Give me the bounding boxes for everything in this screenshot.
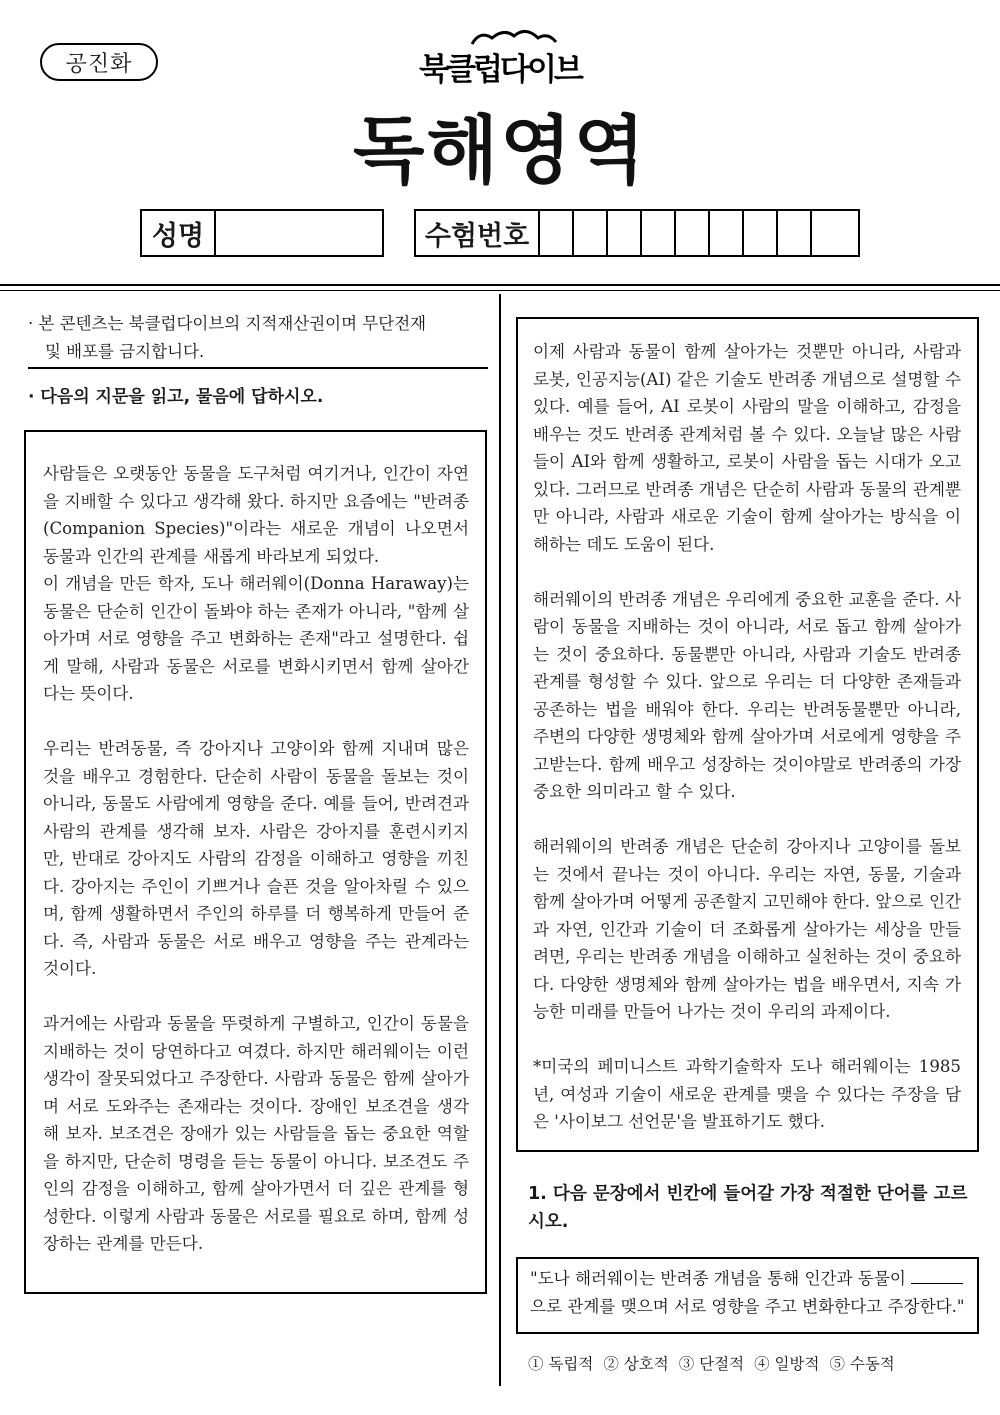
exam-number-cell[interactable] <box>812 211 846 255</box>
exam-number-cell[interactable] <box>642 211 676 255</box>
copyright-line-1: · 본 콘텐츠는 북클럽다이브의 지적재산권이며 무단전재 <box>28 314 427 333</box>
exam-number-cell[interactable] <box>744 211 778 255</box>
exam-number-cell[interactable] <box>676 211 710 255</box>
passage-right-box <box>516 317 979 1152</box>
passage-paragraph: 해러웨이의 반려종 개념은 우리에게 중요한 교훈을 준다. 사람이 동물을 지배하는 것이 아니라, 서로 돕고 함께 살아가는 것이 중요하다. 동물뿐만 아니라, 사람과 기술도 반려종 관계를 형성할 수 있다. 앞으로 우리는 더 다양한 존재들과 공존하는 법을 배워야 한다. 우리는 반려동물뿐만 아니라, 주변의 다양한 생명체와 함께 살아가며 서로에게 영향을 주고받는다. 함께 배우고 성장하는 것이야말로 반려종의 가장 중요한 의미라고 할 수 있다. <box>533 589 961 801</box>
instruction-text: · 다음의 지문을 읽고, 물음에 답하시오. <box>28 387 324 407</box>
header-divider-thin <box>0 290 1000 291</box>
choice-5[interactable]: ⑤ 수동적 <box>829 1355 895 1373</box>
choice-4[interactable]: ④ 일방적 <box>754 1355 820 1373</box>
choice-3[interactable]: ③ 단절적 <box>678 1355 745 1373</box>
exam-number-cell[interactable] <box>710 211 744 255</box>
passage-paragraph: 해러웨이의 반려종 개념은 단순히 강아지나 고양이를 돌보는 것에서 끝나는 것이 아니다. 우리는 자연, 동물, 기술과 함께 살아가며 어떻게 공존할지 고민해야 한다. 앞으로 인간과 자연, 인간과 기술이 더 조화롭게 살아가는 세상을 만들려면, 우리는 반려종 개념을 이해하고 실천하는 것이 중요하다. 다양한 생명체와 함께 살아가는 법을 배우면서, 지속 가능한 미래를 만들어 나가는 것이 우리의 과제이다. <box>533 837 961 1021</box>
exam-number-cell[interactable] <box>778 211 812 255</box>
passage-left-box <box>24 430 487 1294</box>
sentence-before-blank: "도나 해러웨이는 반려종 개념을 통해 인간과 동물이 <box>530 1269 912 1288</box>
name-field[interactable] <box>140 209 384 257</box>
question-sentence-box <box>516 1257 979 1334</box>
passage-paragraph: 이 개념을 만든 학자, 도나 해러웨이(Donna Haraway)는 동물은 단순히 인간이 돌봐야 하는 존재가 아니라, "함께 살아가며 서로 영향을 주고 변화하는 존재"라고 설명한다. 쉽게 말해, 사람과 동물은 서로를 변화시키면서 함께 살아간다는 뜻이다. <box>43 574 469 703</box>
answer-choices <box>528 1352 895 1374</box>
passage-paragraph: 우리는 반려동물, 즉 강아지나 고양이와 함께 지내며 많은 것을 배우고 경험한다. 단순히 사람이 동물을 돌보는 것이 아니라, 동물도 사람에게 영향을 준다. 예를 들어, 반려견과 사람의 관계를 생각해 보자. 사람은 강아지를 훈련시키지만, 반대로 강아지도 사람의 감정을 이해하고 영향을 끼친다. 강아지는 주인이 기쁘거나 슬픈 것을 알아차릴 수 있으며, 함께 생활하면서 주인의 하루를 더 행복하게 만들어 준다. 즉, 사람과 동물은 서로 배우고 영향을 주는 관계라는 것이다. <box>43 739 469 978</box>
page-title: 독해영역 <box>353 108 647 194</box>
header-divider <box>0 284 1000 286</box>
passage-paragraph: 사람들은 오랫동안 동물을 도구처럼 여기거나, 인간이 자연을 지배할 수 있다고 생각해 왔다. 하지만 요즘에는 "반려종(Companion Species)"이라는 새로운 개념이 나오면서 동물과 인간의 관계를 새롭게 바라보게 되었다. <box>43 464 469 566</box>
name-input-area[interactable] <box>216 211 382 255</box>
choice-1[interactable]: ① 독립적 <box>528 1355 594 1373</box>
passage-footnote: *미국의 페미니스트 과학기술학자 도나 해러웨이는 1985년, 여성과 기술이 새로운 관계를 맺을 수 있다는 주장을 담은 '사이보그 선언문'을 발표하기도 했다. <box>533 1057 961 1131</box>
author-tag: 공진화 <box>40 43 158 81</box>
exam-number-cell[interactable] <box>540 211 574 255</box>
copyright-notice <box>28 310 488 366</box>
answer-blank <box>911 1266 963 1284</box>
notice-divider <box>28 367 488 369</box>
question-prompt: 1. 다음 문장에서 빈칸에 들어갈 가장 적절한 단어를 고르시오. <box>528 1184 968 1232</box>
column-divider <box>499 294 501 1386</box>
exam-number-cell[interactable] <box>574 211 608 255</box>
brand-logo: 북클럽다이브 <box>419 52 581 88</box>
sentence-after-blank: 으로 관계를 맺으며 서로 영향을 주고 변화한다고 주장한다." <box>530 1297 965 1316</box>
passage-paragraph: 과거에는 사람과 동물을 뚜렷하게 구별하고, 인간이 동물을 지배하는 것이 당연하다고 여겼다. 하지만 해러웨이는 이런 생각이 잘못되었다고 주장한다. 사람과 동물은 함께 살아가며 서로 도와주는 존재라는 것이다. 장애인 보조견을 생각해 보자. 보조견은 장애가 있는 사람들을 돕는 중요한 역할을 하지만, 단순히 명령을 듣는 동물이 아니다. 보조견도 주인의 감정을 이해하고, 함께 살아가면서 더 깊은 관계를 형성한다. 이렇게 사람과 동물은 서로를 필요로 하며, 함께 성장하는 관계를 만든다. <box>43 1014 469 1253</box>
copyright-line-2: 및 배포를 금지합니다. <box>45 342 205 361</box>
exam-number-label: 수험번호 <box>416 211 540 255</box>
passage-paragraph: 이제 사람과 동물이 함께 살아가는 것뿐만 아니라, 사람과 로봇, 인공지능(AI) 같은 기술도 반려종 개념으로 설명할 수 있다. 예를 들어, AI 로봇이 사람의 말을 이해하고, 감정을 배우는 것도 반려종 관계처럼 볼 수 있다. 오늘날 많은 사람들이 AI와 함께 생활하고, 로봇이 사람을 돕는 시대가 오고 있다. 그러므로 반려종 개념은 단순히 사람과 동물의 관계뿐만 아니라, 사람과 새로운 기술이 함께 살아가는 방식을 이해하는 데도 도움이 된다. <box>533 342 961 554</box>
choice-2[interactable]: ② 상호적 <box>603 1355 669 1373</box>
exam-number-field[interactable] <box>414 209 860 257</box>
exam-number-cell[interactable] <box>608 211 642 255</box>
name-label: 성명 <box>142 211 216 255</box>
